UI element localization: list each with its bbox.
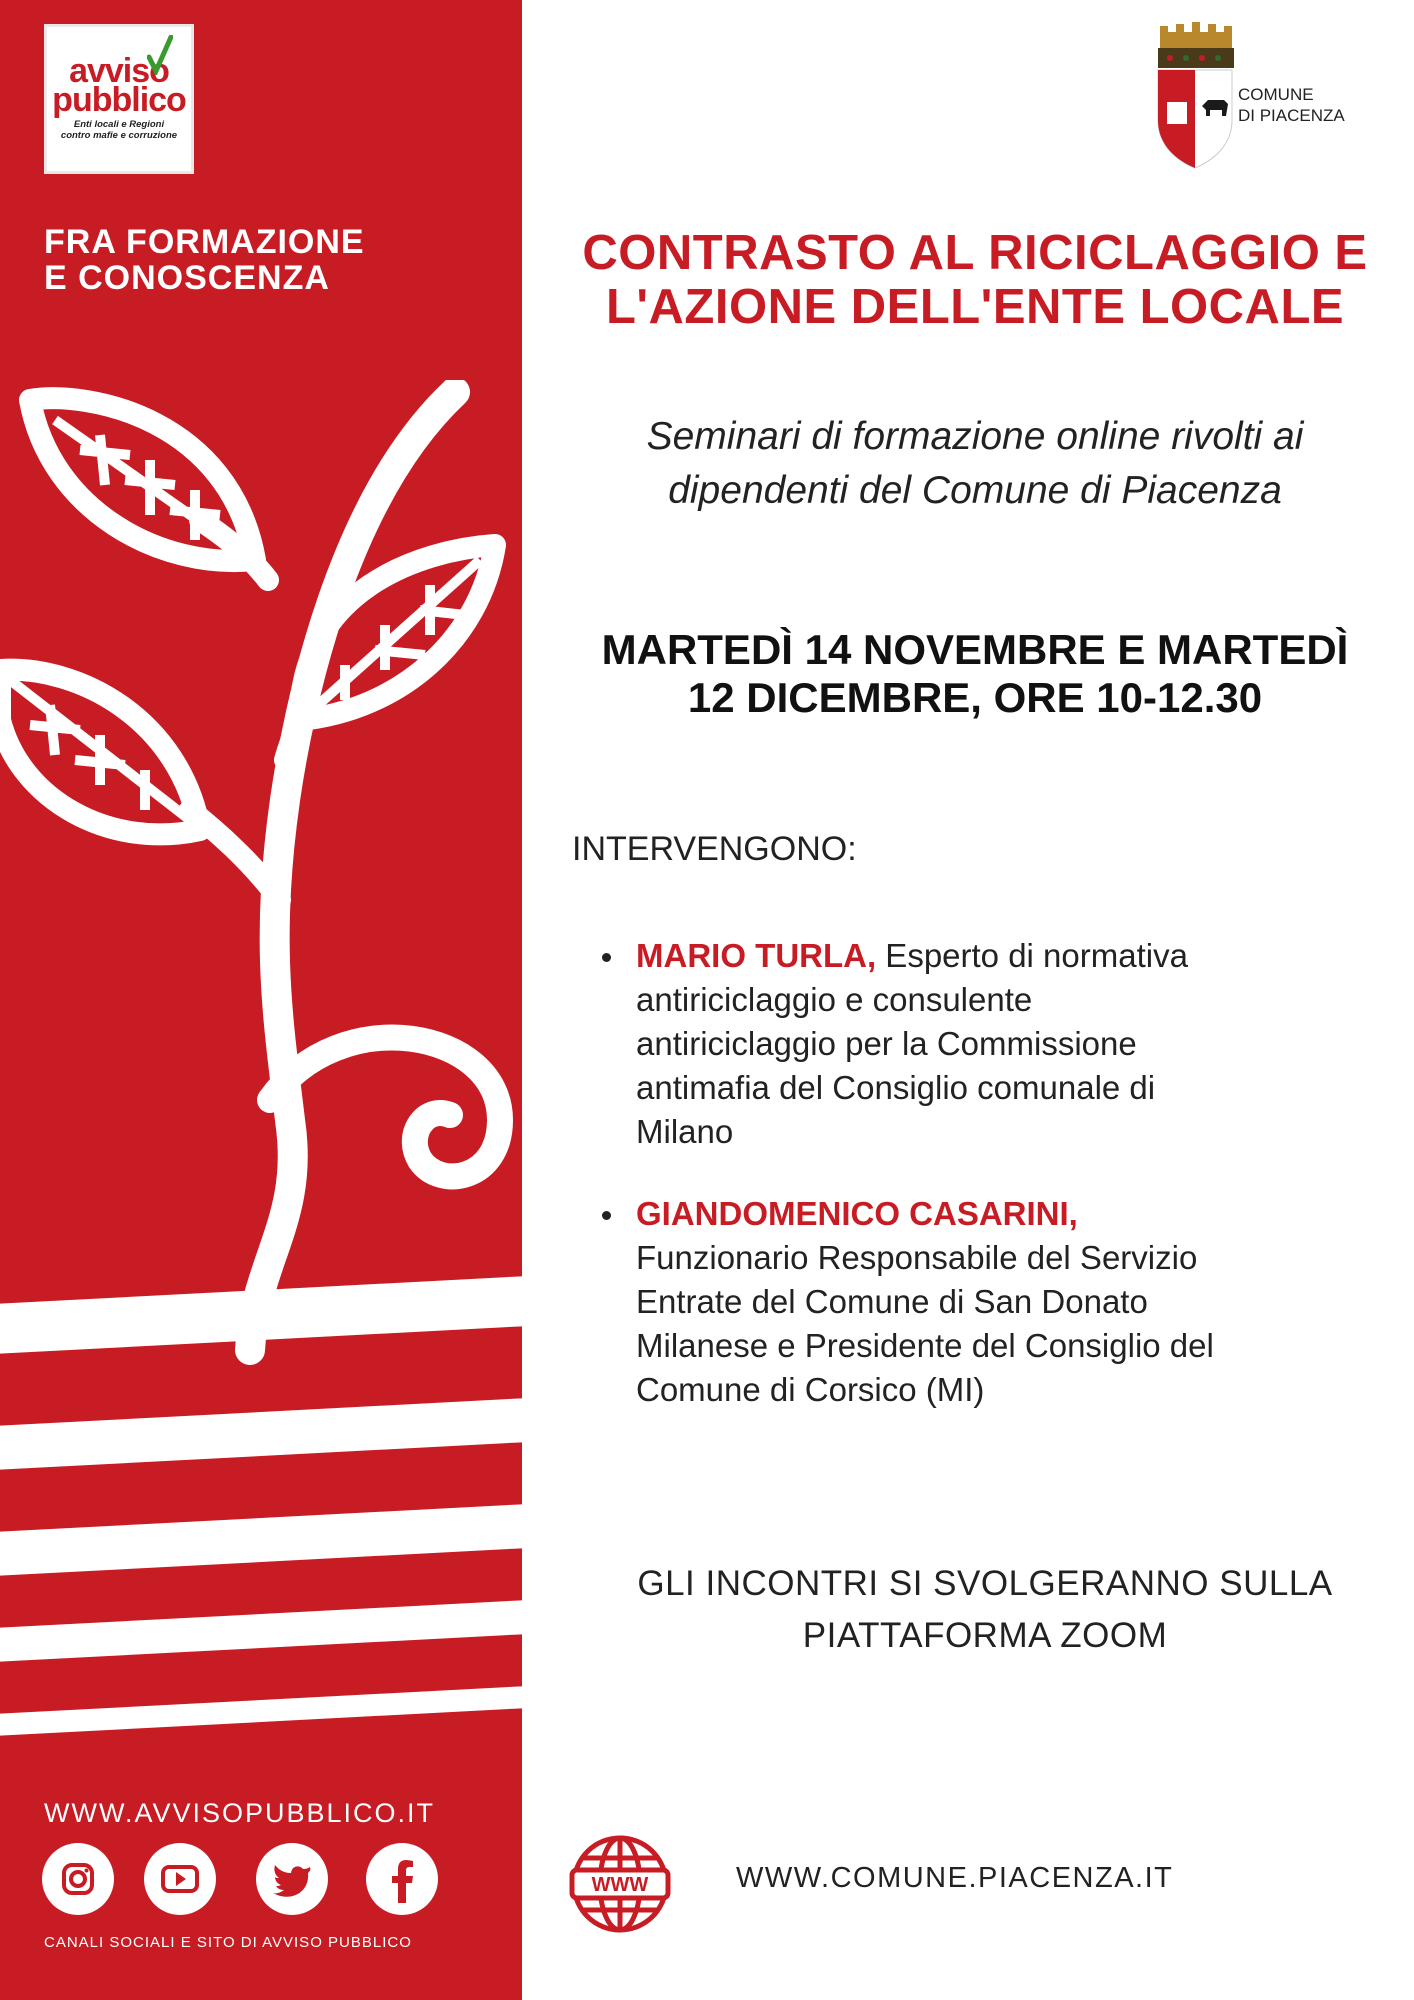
speaker-item [636, 1192, 1336, 1412]
decorative-stripe [0, 1504, 522, 1575]
speaker-description-line: Milano [636, 1113, 734, 1150]
speaker-name: MARIO TURLA, [636, 937, 877, 974]
speaker-description: Esperto di normativa [876, 937, 1188, 974]
sidebar-tagline-line: E CONOSCENZA [44, 259, 330, 297]
decorative-stripe [0, 1398, 522, 1469]
event-title [560, 226, 1390, 334]
event-dates [540, 626, 1410, 722]
city-name-line: DI PIACENZA [1238, 106, 1345, 125]
speaker-item [636, 934, 1336, 1154]
speaker-first-line [636, 934, 1336, 978]
sidebar-tagline [44, 224, 464, 296]
speaker-description-line: Comune di Corsico (MI) [636, 1371, 985, 1408]
facebook-icon[interactable] [366, 1843, 438, 1915]
sidebar-panel [0, 0, 522, 2000]
event-title-line: L'AZIONE DELL'ENTE LOCALE [605, 280, 1345, 334]
checkmark-icon [147, 35, 173, 75]
globe-www-icon[interactable] [568, 1832, 672, 1936]
platform-note-line: PIATTAFORMA ZOOM [802, 1616, 1168, 1655]
decorative-stripe [0, 1686, 522, 1735]
event-title-line: CONTRASTO AL RICICLAGGIO E [582, 226, 1368, 280]
speaker-description-line: antiriciclaggio per la Commissione [636, 1025, 1137, 1062]
speaker-description-line: Entrate del Comune di San Donato [636, 1283, 1148, 1320]
piacenza-coat-of-arms-icon [1154, 20, 1236, 170]
www-label: WWW [591, 1874, 649, 1896]
logo-tagline-line: contro mafie e corruzione [60, 130, 178, 142]
platform-note [600, 1558, 1370, 1662]
avviso-pubblico-website-link[interactable]: WWW.AVVISOPUBBLICO.IT [44, 1798, 436, 1828]
speaker-description-line: antimafia del Consiglio comunale di [636, 1069, 1156, 1106]
speaker-description-line: antiriciclaggio e consulente [636, 981, 1033, 1018]
speaker-name: GIANDOMENICO CASARINI, [636, 1195, 1078, 1232]
city-name [1238, 84, 1345, 126]
logo-word-avviso: avviso [69, 52, 169, 90]
event-dates-line: MARTEDÌ 14 NOVEMBRE E MARTEDÌ [601, 626, 1349, 673]
plant-illustration [0, 380, 522, 1380]
avviso-pubblico-logo[interactable] [44, 24, 194, 174]
decorative-stripe [0, 1600, 522, 1661]
logo-tagline [47, 119, 191, 142]
speaker-first-line [636, 1192, 1336, 1236]
event-subtitle-line: dipendenti del Comune di Piacenza [668, 469, 1282, 512]
event-subtitle-line: Seminari di formazione online rivolti ai [646, 415, 1304, 458]
twitter-icon[interactable] [256, 1843, 328, 1915]
city-name-line: COMUNE [1238, 85, 1314, 104]
event-dates-line: 12 DICEMBRE, ORE 10-12.30 [687, 674, 1263, 721]
instagram-icon[interactable] [42, 1843, 114, 1915]
logo-word-pubblico: pubblico [52, 80, 186, 119]
event-subtitle [560, 410, 1390, 518]
logo-tagline-line: Enti locali e Regioni [73, 118, 165, 130]
sidebar-tagline-line: FRA FORMAZIONE [44, 223, 365, 261]
speaker-description-line: Milanese e Presidente del Consiglio del [636, 1327, 1214, 1364]
comune-website-link[interactable]: WWW.COMUNE.PIACENZA.IT [736, 1862, 1174, 1894]
speaker-description-line: Funzionario Responsabile del Servizio [636, 1239, 1198, 1276]
platform-note-line: GLI INCONTRI SI SVOLGERANNO SULLA [637, 1564, 1333, 1603]
social-caption: CANALI SOCIALI E SITO DI AVVISO PUBBLICO [44, 1934, 412, 1951]
youtube-icon[interactable] [144, 1843, 216, 1915]
speakers-heading: INTERVENGONO: [572, 830, 857, 868]
